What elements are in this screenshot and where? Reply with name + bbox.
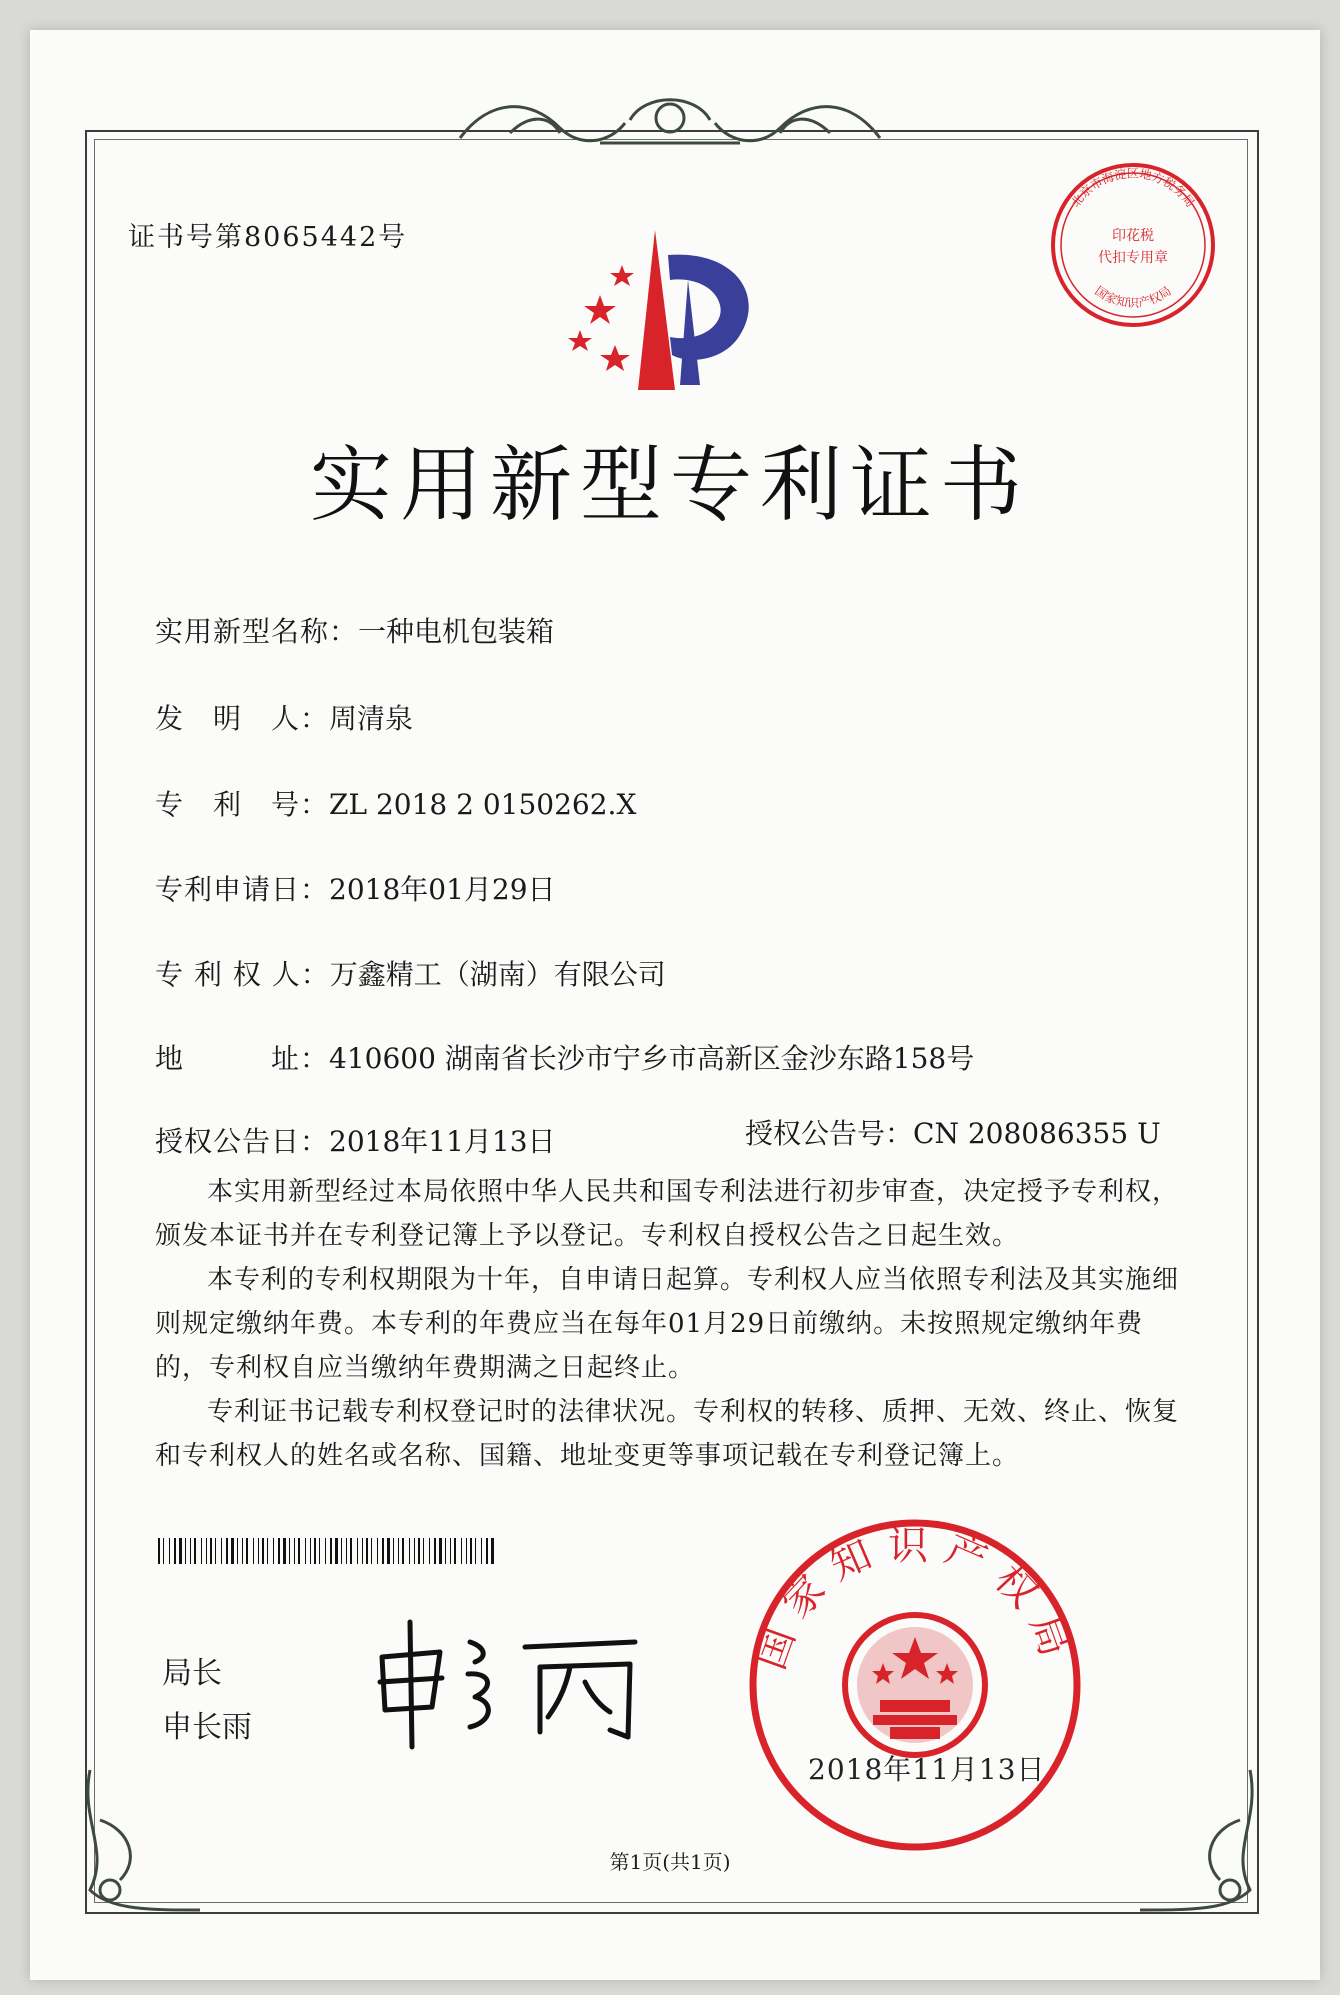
field-grant-no-label: 授权公告号： — [745, 1117, 914, 1150]
barcode-bar — [169, 1538, 170, 1564]
barcode-bar — [414, 1538, 415, 1564]
barcode-bar — [210, 1538, 212, 1564]
barcode-bar — [319, 1538, 320, 1564]
barcode-bar — [366, 1538, 368, 1564]
barcode — [158, 1538, 496, 1564]
barcode-bar — [466, 1538, 467, 1564]
barcode-bar — [450, 1538, 451, 1564]
barcode-bar — [402, 1538, 404, 1564]
bottom-right-ornament — [1120, 1760, 1270, 1930]
field-inventor-label: 发 明 人： — [155, 702, 330, 735]
body-paragraph: 本实用新型经过本局依照中华人民共和国专利法进行初步审查，决定授予专利权，颁发本证书并在专利登记簿上予以登记。专利权自授权公告之日起生效。 — [155, 1177, 1180, 1251]
barcode-bar — [398, 1538, 399, 1564]
top-ornament — [450, 88, 890, 158]
barcode-bar — [201, 1538, 202, 1564]
barcode-bar — [371, 1538, 372, 1564]
tax-stamp — [1048, 160, 1218, 330]
field-patent-no-label: 专 利 号： — [155, 788, 330, 821]
barcode-bar — [362, 1538, 363, 1564]
barcode-bar — [246, 1538, 248, 1564]
seal-text: 国家知识产权局 — [747, 1522, 1083, 1676]
field-patentee-label: 专 利 权 人： — [155, 958, 330, 991]
barcode-bar — [486, 1538, 488, 1564]
director-name: 申长雨 — [162, 1710, 252, 1745]
barcode-bar — [330, 1538, 332, 1564]
cnipa-logo — [560, 225, 770, 395]
barcode-bar — [418, 1538, 420, 1564]
director-title: 局长 — [162, 1656, 222, 1691]
field-address-label: 地 址： — [155, 1042, 330, 1075]
barcode-bar — [454, 1538, 456, 1564]
barcode-bar — [350, 1538, 352, 1564]
barcode-bar — [221, 1538, 222, 1564]
barcode-bar — [387, 1538, 390, 1564]
barcode-bar — [163, 1538, 164, 1564]
official-seal — [745, 1515, 1085, 1855]
barcode-bar — [294, 1538, 295, 1564]
barcode-bar — [253, 1538, 254, 1564]
barcode-bar — [429, 1538, 430, 1564]
tax-stamp-bottom: 国家知识产权局 — [1092, 283, 1174, 310]
field-address-value: 410600 湖南省长沙市宁乡市高新区金沙东路158号 — [329, 1042, 975, 1075]
director-signature — [370, 1612, 660, 1752]
barcode-bar — [185, 1538, 186, 1564]
barcode-bar — [289, 1538, 290, 1564]
barcode-bar — [481, 1538, 482, 1564]
barcode-bar — [475, 1538, 476, 1564]
barcode-bar — [174, 1538, 176, 1564]
barcode-bar — [357, 1538, 358, 1564]
barcode-bar — [298, 1538, 300, 1564]
field-grant-date-label: 授权公告日： — [155, 1125, 330, 1158]
field-patentee — [155, 953, 666, 993]
barcode-bar — [242, 1538, 243, 1564]
barcode-bar — [310, 1538, 311, 1564]
body-paragraph: 专利证书记载专利权登记时的法律状况。专利权的转移、质押、无效、终止、恢复和专利权人的姓名或名称、国籍、地址变更等事项记载在专利登记簿上。 — [155, 1397, 1180, 1471]
barcode-bar — [262, 1538, 264, 1564]
field-address — [155, 1037, 974, 1077]
barcode-bar — [461, 1538, 462, 1564]
barcode-bar — [179, 1538, 182, 1564]
page-number: 第1页(共1页) — [609, 1850, 731, 1874]
barcode-bar — [346, 1538, 347, 1564]
barcode-bar — [335, 1538, 338, 1564]
page-title: 实用新型专利证书 — [309, 438, 1030, 533]
barcode-bar — [470, 1538, 472, 1564]
barcode-bar — [267, 1538, 268, 1564]
barcode-bar — [237, 1538, 238, 1564]
field-grant-date-value: 2018年11月13日 — [329, 1125, 556, 1158]
field-patent-no — [155, 783, 636, 823]
barcode-bar — [423, 1538, 424, 1564]
barcode-bar — [439, 1538, 442, 1564]
barcode-bar — [158, 1538, 160, 1564]
tax-stamp-inner1: 印花税 — [1112, 228, 1154, 244]
field-grant-no — [745, 1112, 1161, 1152]
barcode-bar — [190, 1538, 191, 1564]
barcode-bar — [393, 1538, 394, 1564]
barcode-bar — [445, 1538, 446, 1564]
barcode-bar — [491, 1538, 494, 1564]
field-name — [155, 610, 554, 650]
barcode-bar — [409, 1538, 410, 1564]
barcode-bar — [194, 1538, 196, 1564]
barcode-bar — [434, 1538, 436, 1564]
seal-date: 2018年11月13日 — [808, 1753, 1046, 1786]
barcode-bar — [305, 1538, 306, 1564]
field-inventor — [155, 697, 413, 737]
field-patent-no-value: ZL 2018 2 0150262.X — [329, 788, 637, 821]
svg-text:国家知识产权局 — [1092, 284, 1173, 310]
tax-stamp-outer: 北京市海淀区地方税务局 — [1068, 166, 1198, 210]
barcode-bar — [283, 1538, 286, 1564]
national-emblem — [845, 1615, 985, 1755]
barcode-bar — [273, 1538, 274, 1564]
field-grant-no-value: CN 208086355 U — [913, 1117, 1161, 1150]
barcode-bar — [377, 1538, 378, 1564]
body-paragraph: 本专利的专利权期限为十年，自申请日起算。专利权人应当依照专利法及其实施细则规定缴纳年费。本专利的年费应当在每年01月29日前缴纳。未按照规定缴纳年费的，专利权自应当缴纳年费期满之日起终止。 — [155, 1265, 1180, 1383]
barcode-bar — [226, 1538, 228, 1564]
certificate-body — [155, 1170, 1195, 1478]
certificate-number: 证书号第8065442号 — [128, 222, 408, 253]
bottom-left-ornament — [70, 1760, 220, 1930]
field-inventor-value: 周清泉 — [329, 702, 414, 735]
barcode-bar — [382, 1538, 384, 1564]
field-application-date — [155, 868, 556, 908]
barcode-bar — [258, 1538, 259, 1564]
field-grant-date — [155, 1120, 556, 1160]
tax-stamp-inner2: 代扣专用章 — [1098, 250, 1168, 266]
field-application-date-value: 2018年01月29日 — [329, 873, 556, 906]
barcode-bar — [325, 1538, 326, 1564]
field-name-label: 实用新型名称： — [155, 615, 359, 648]
barcode-bar — [314, 1538, 316, 1564]
field-application-date-label: 专利申请日： — [155, 873, 330, 906]
field-patentee-value: 万鑫精工（湖南）有限公司 — [329, 958, 666, 991]
barcode-bar — [206, 1538, 207, 1564]
field-name-value: 一种电机包装箱 — [358, 615, 555, 648]
barcode-bar — [215, 1538, 216, 1564]
barcode-bar — [341, 1538, 342, 1564]
barcode-bar — [231, 1538, 234, 1564]
svg-text:北京市海淀区地方税务局 — [1068, 166, 1197, 210]
barcode-bar — [278, 1538, 280, 1564]
